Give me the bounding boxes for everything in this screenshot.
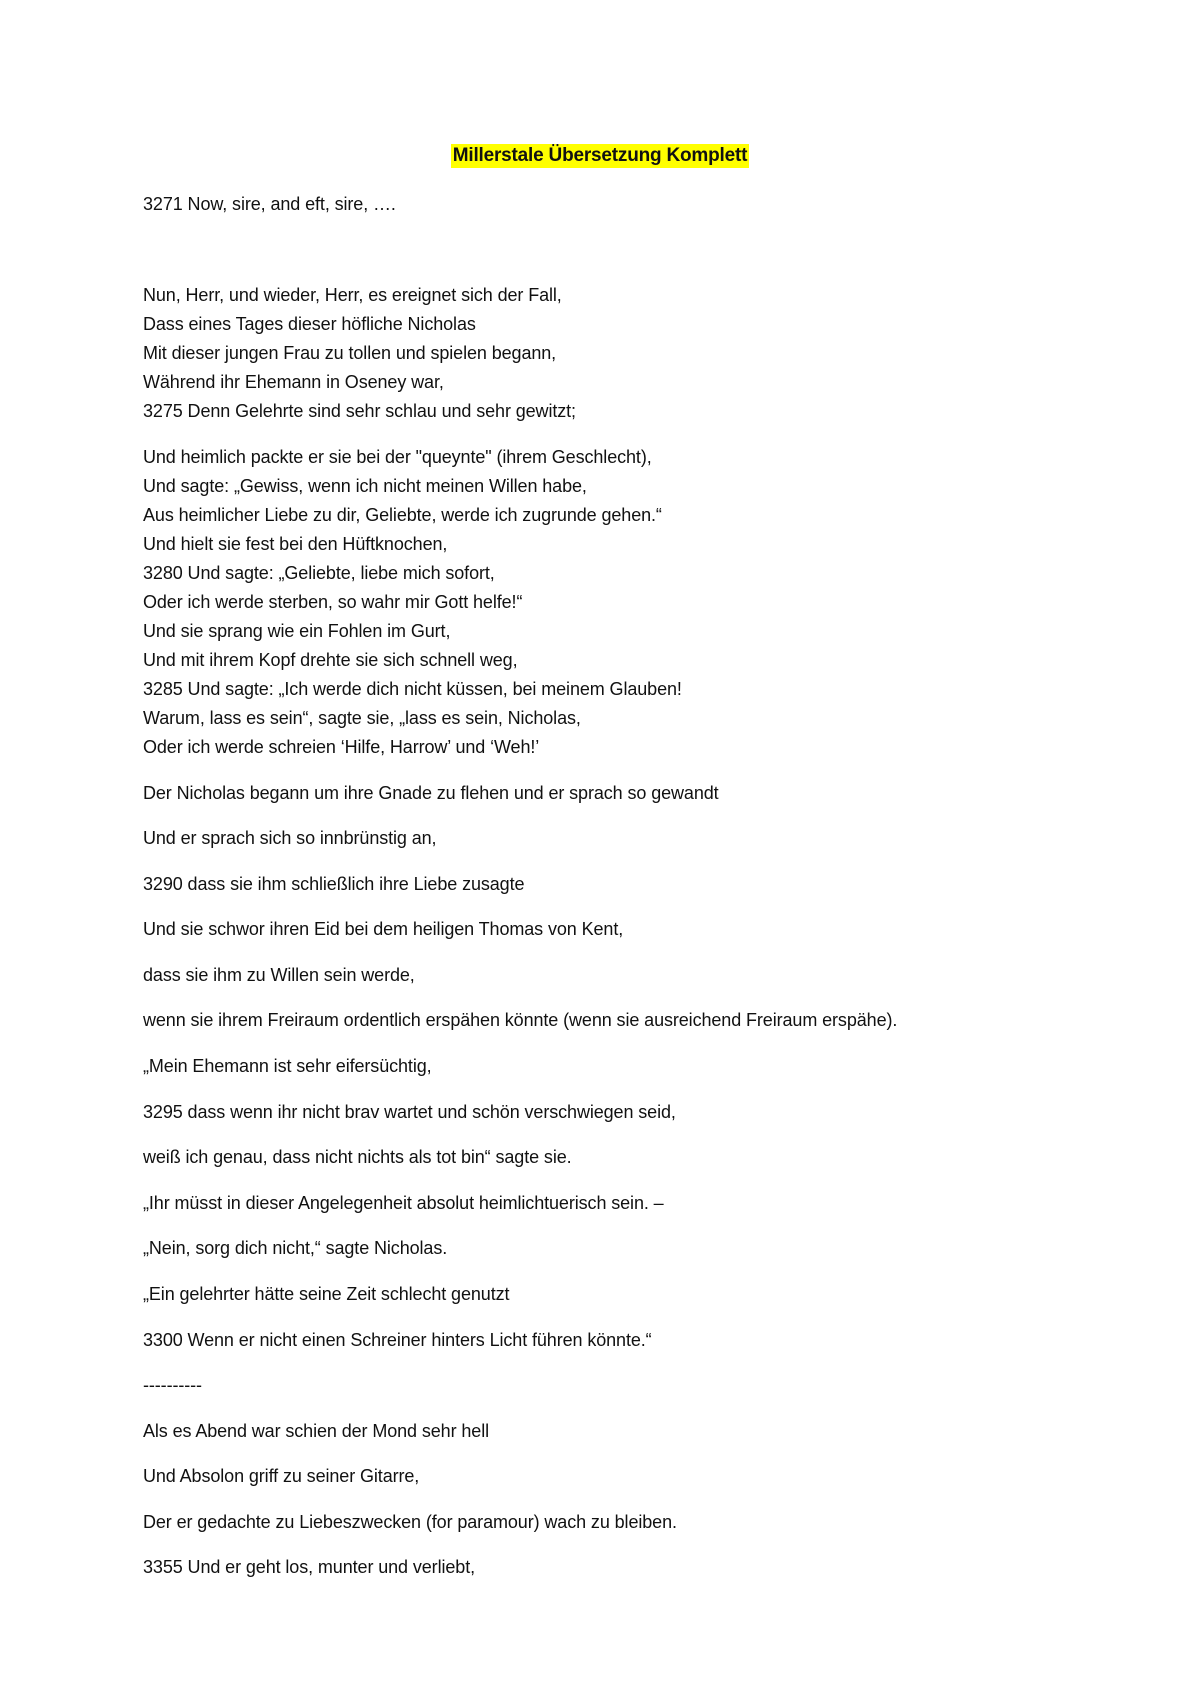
text-line: 3295 dass wenn ihr nicht brav wartet und schön verschwiegen seid, [143, 1102, 676, 1122]
text-line: Mit dieser jungen Frau zu tollen und spielen begann, [143, 343, 557, 363]
text-line: Und er sprach sich so innbrünstig an, [143, 828, 437, 848]
text-line: Und hielt sie fest bei den Hüftknochen, [143, 534, 448, 554]
text-line: Während ihr Ehemann in Oseney war, [143, 372, 444, 392]
text-line: wenn sie ihrem Freiraum ordentlich erspähen könnte (wenn sie ausreichend Freiraum erspähe). [143, 1010, 898, 1030]
text-line: „Ein gelehrter hätte seine Zeit schlecht genutzt [143, 1284, 510, 1304]
title-container [0, 144, 1200, 168]
text-line: Und sie sprang wie ein Fohlen im Gurt, [143, 621, 451, 641]
text-line: Oder ich werde sterben, so wahr mir Gott helfe!“ [143, 592, 523, 612]
section-divider: ---------- [143, 1375, 202, 1395]
text-line: 3271 Now, sire, and eft, sire, …. [143, 194, 396, 214]
text-line: 3285 Und sagte: „Ich werde dich nicht küssen, bei meinem Glauben! [143, 679, 682, 699]
text-line: 3275 Denn Gelehrte sind sehr schlau und sehr gewitzt; [143, 401, 576, 421]
text-line: „Ihr müsst in dieser Angelegenheit absolut heimlichtuerisch sein. – [143, 1193, 664, 1213]
document-title: Millerstale Übersetzung Komplett [452, 145, 748, 166]
text-line: Und Absolon griff zu seiner Gitarre, [143, 1466, 420, 1486]
text-line: Der er gedachte zu Liebeszwecken (for paramour) wach zu bleiben. [143, 1512, 677, 1532]
text-line: Dass eines Tages dieser höfliche Nicholas [143, 314, 476, 334]
text-line: Als es Abend war schien der Mond sehr hell [143, 1421, 489, 1441]
text-line: Und sagte: „Gewiss, wenn ich nicht meinen Willen habe, [143, 476, 587, 496]
text-line: Und mit ihrem Kopf drehte sie sich schnell weg, [143, 650, 518, 670]
text-line: Aus heimlicher Liebe zu dir, Geliebte, werde ich zugrunde gehen.“ [143, 505, 662, 525]
text-line: Der Nicholas begann um ihre Gnade zu flehen und er sprach so gewandt [143, 783, 719, 803]
text-line: Und heimlich packte er sie bei der "queynte" (ihrem Geschlecht), [143, 447, 652, 467]
text-line: Warum, lass es sein“, sagte sie, „lass es sein, Nicholas, [143, 708, 581, 728]
text-line: „Mein Ehemann ist sehr eifersüchtig, [143, 1056, 432, 1076]
text-line: „Nein, sorg dich nicht,“ sagte Nicholas. [143, 1238, 448, 1258]
text-line: 3280 Und sagte: „Geliebte, liebe mich sofort, [143, 563, 495, 583]
text-line: weiß ich genau, dass nicht nichts als tot bin“ sagte sie. [143, 1147, 572, 1167]
text-line: 3300 Wenn er nicht einen Schreiner hinters Licht führen könnte.“ [143, 1330, 652, 1350]
text-line: dass sie ihm zu Willen sein werde, [143, 965, 415, 985]
text-line: 3355 Und er geht los, munter und verliebt, [143, 1557, 475, 1577]
text-line: Oder ich werde schreien ‘Hilfe, Harrow’ und ‘Weh!’ [143, 737, 540, 757]
text-line: 3290 dass sie ihm schließlich ihre Liebe zusagte [143, 874, 525, 894]
text-line: Und sie schwor ihren Eid bei dem heiligen Thomas von Kent, [143, 919, 624, 939]
text-line: Nun, Herr, und wieder, Herr, es ereignet sich der Fall, [143, 285, 562, 305]
